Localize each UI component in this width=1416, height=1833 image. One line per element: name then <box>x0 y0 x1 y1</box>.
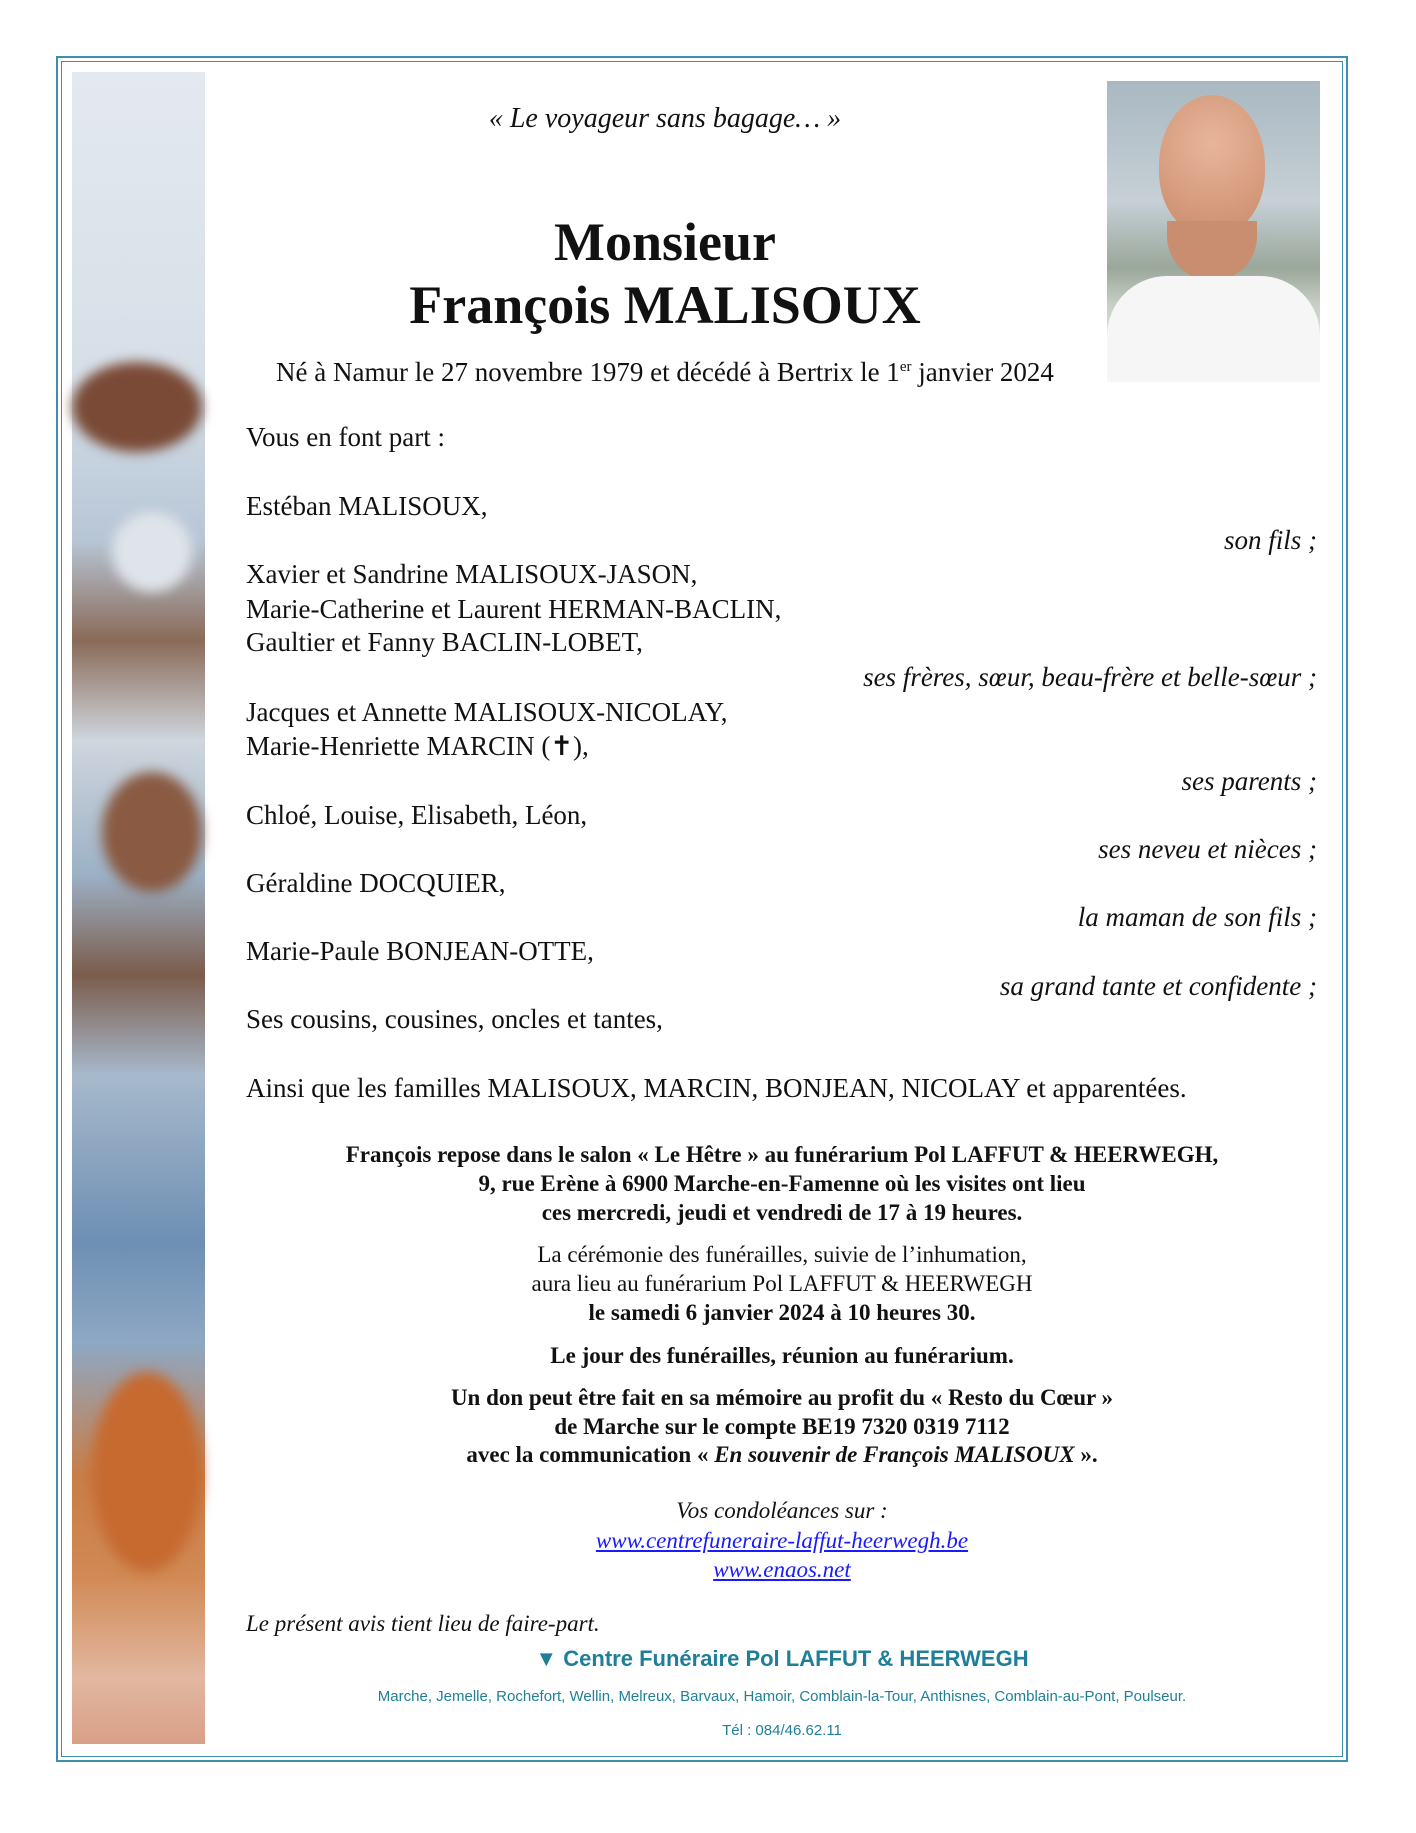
family-relation: son fils ; <box>1223 525 1317 555</box>
family-relation: ses neveu et nièces ; <box>1098 834 1317 864</box>
comm-text: En souvenir de François MALISOUX <box>714 1442 1075 1467</box>
family-name: Chloé, Louise, Elisabeth, Léon, <box>246 800 588 830</box>
name-text: François MALISOUX <box>409 275 921 335</box>
condolences-label: Vos condoléances sur : <box>676 1498 888 1523</box>
ceremony-line: La cérémonie des funérailles, suivie de l’inhumation, <box>537 1242 1027 1267</box>
title: Monsieur <box>554 212 776 272</box>
family-relation: ses frères, sœur, beau-frère et belle-sœur ; <box>863 662 1317 692</box>
family-name: Marie-Henriette MARCIN (✝), <box>246 731 589 761</box>
triangle-down-icon: ▼ <box>535 1646 564 1671</box>
company-line <box>246 1642 1318 1676</box>
families-line: Ainsi que les familles MALISOUX, MARCIN, BONJEAN, NICOLAY et apparentées. <box>246 1073 1187 1103</box>
donation-communication <box>246 1438 1318 1472</box>
ceremony-line: aura lieu au funérarium Pol LAFFUT & HEERWEGH <box>531 1271 1033 1296</box>
intro: Vous en font part : <box>246 422 445 452</box>
repose-line: François repose dans le salon « Le Hêtre » au funérarium Pol LAFFUT & HEERWEGH, <box>345 1142 1219 1167</box>
comm-suffix: ». <box>1074 1442 1098 1467</box>
cousins-line: Ses cousins, cousines, oncles et tantes, <box>246 1004 663 1034</box>
repose-line: ces mercredi, jeudi et vendredi de 17 à 19 heures. <box>541 1200 1023 1225</box>
ceremony-date: le samedi 6 janvier 2024 à 10 heures 30. <box>588 1300 976 1325</box>
comm-prefix: avec la communication « <box>466 1442 715 1467</box>
family-relation: la maman de son fils ; <box>1077 902 1317 932</box>
ordinal-sup: er <box>899 359 912 375</box>
portrait-photo <box>1107 81 1320 382</box>
enaos-link[interactable]: www.enaos.net <box>713 1557 851 1582</box>
family-name: Gaultier et Fanny BACLIN-LOBET, <box>246 627 643 657</box>
deceased-name <box>205 275 1125 335</box>
birth-death-line <box>205 350 1125 387</box>
family-relation: sa grand tante et confidente ; <box>999 971 1317 1001</box>
phone: Tél : 084/46.62.11 <box>722 1722 842 1739</box>
link-row <box>246 1553 1318 1587</box>
notice: Le présent avis tient lieu de faire-part. <box>246 1611 600 1636</box>
reunion-line: Le jour des funérailles, réunion au funérarium. <box>550 1343 1014 1368</box>
family-name: Xavier et Sandrine MALISOUX-JASON, <box>246 559 698 589</box>
family-relation: ses parents ; <box>1181 766 1317 796</box>
decorative-leaf-image <box>72 72 205 1744</box>
donation-line: de Marche sur le compte BE19 7320 0319 7112 <box>554 1414 1010 1439</box>
family-name: Jacques et Annette MALISOUX-NICOLAY, <box>246 697 728 727</box>
family-name: Estéban MALISOUX, <box>246 491 488 521</box>
birth-text: Né à Namur le 27 novembre 1979 et décédé à Bertrix le 1 <box>276 357 900 387</box>
family-name: Marie-Paule BONJEAN-OTTE, <box>246 936 594 966</box>
death-text: janvier 2024 <box>911 357 1054 387</box>
company-name: Centre Funéraire Pol LAFFUT & HEERWEGH <box>563 1646 1029 1671</box>
repose-line: 9, rue Erène à 6900 Marche-en-Famenne où les visites ont lieu <box>478 1171 1086 1196</box>
family-name: Marie-Catherine et Laurent HERMAN-BACLIN, <box>246 594 782 624</box>
quote: « Le voyageur sans bagage… » <box>488 103 842 134</box>
locations: Marche, Jemelle, Rochefort, Wellin, Melreux, Barvaux, Hamoir, Comblain-la-Tour, Anthisnes, Comblain-au-Pont, Poulseur. <box>377 1688 1187 1705</box>
funeral-center-link[interactable]: www.centrefuneraire-laffut-heerwegh.be <box>595 1528 969 1553</box>
family-name: Géraldine DOCQUIER, <box>246 868 506 898</box>
donation-line: Un don peut être fait en sa mémoire au profit du « Resto du Cœur » <box>450 1385 1114 1410</box>
